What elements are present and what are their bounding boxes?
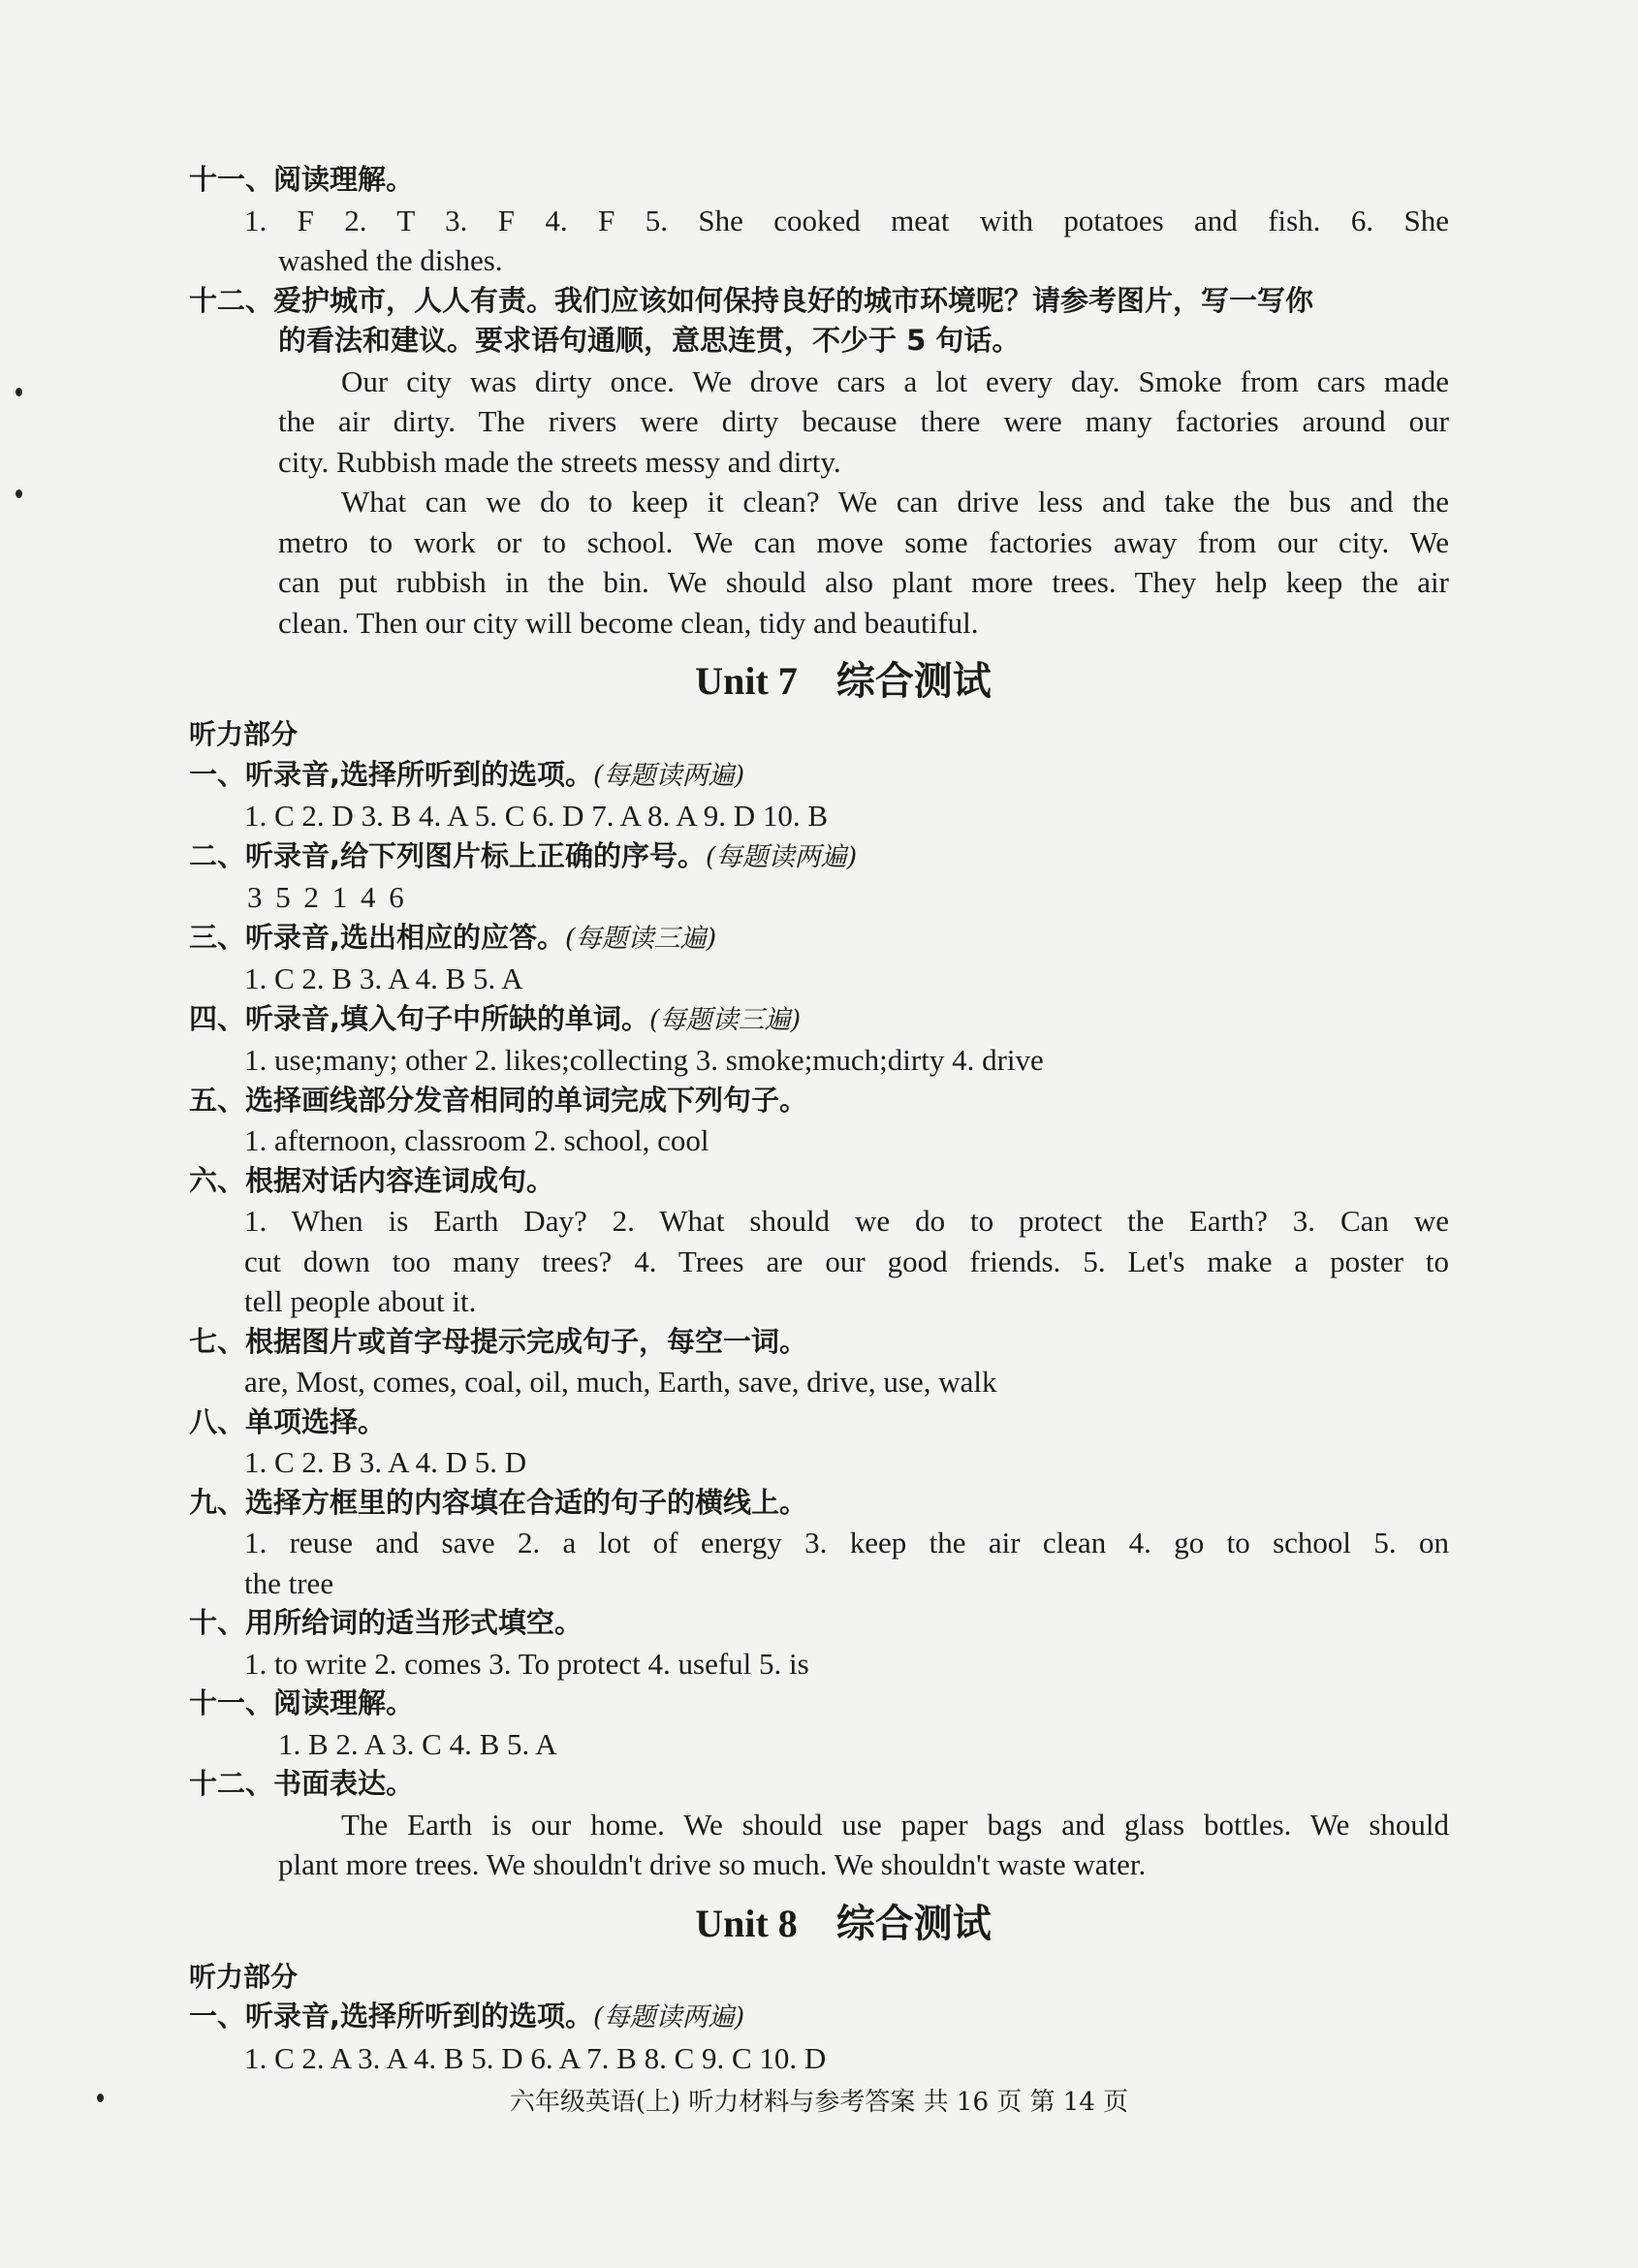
essay-line: the air dirty. The rivers were dirty because there were many factories around our — [278, 404, 1449, 438]
listening-heading: 听力部分 — [189, 1960, 299, 1993]
answer-line: washed the dishes. — [278, 243, 503, 277]
page-content — [189, 160, 1449, 2078]
section-title: 三、听录音,选出相应的应答。(每题读三遍) — [189, 920, 717, 954]
section-title: 一、听录音,选择所听到的选项。(每题读两遍) — [189, 757, 745, 791]
answer-line: 1. C 2. D 3. B 4. A 5. C 6. D 7. A 8. A 9. D 10. B — [244, 799, 829, 833]
section-title: 十一、阅读理解。 — [189, 1686, 415, 1719]
answer-line: tell people about it. — [244, 1284, 477, 1318]
answer-line: 1. When is Earth Day? 2. What should we do to protect the Earth? 3. Can we — [244, 1204, 1449, 1238]
essay-line: plant more trees. We shouldn't drive so much. We shouldn't waste water. — [278, 1847, 1147, 1881]
section-note: (每题读两遍) — [593, 2002, 745, 2032]
section-note: (每题读三遍) — [649, 1004, 802, 1035]
listening-heading: 听力部分 — [189, 718, 299, 750]
section-title: 一、听录音,选择所听到的选项。(每题读两遍) — [189, 2000, 745, 2032]
unit-title-cn: 综合测试 — [835, 659, 992, 704]
section-title: 七、根据图片或首字母提示完成句子，每空一词。 — [189, 1324, 808, 1358]
section-note: (每题读三遍) — [565, 923, 717, 954]
answer-line: the tree — [244, 1565, 334, 1600]
unit-title-cn: 综合测试 — [835, 1901, 992, 1946]
essay-line: clean. Then our city will become clean, tidy and beautiful. — [278, 605, 979, 640]
section-title: 十二、书面表达。 — [189, 1767, 415, 1800]
unit-title — [189, 652, 1449, 710]
essay-line: What can we do to keep it clean? We can drive less and take the bus and the — [341, 485, 1449, 519]
answer-line: 1. afternoon, classroom 2. school, cool — [244, 1123, 709, 1157]
essay-line: city. Rubbish made the streets messy and dirty. — [278, 444, 841, 479]
essay-paragraph-2 — [189, 482, 1449, 643]
essay-paragraph-1 — [189, 362, 1449, 483]
scan-speck — [16, 388, 22, 396]
section-title-continued: 的看法和建议。要求语句通顺，意思连贯，不少于 5 句话。 — [278, 324, 1021, 357]
section-title: 十一、阅读理解。 — [189, 163, 415, 196]
essay-line: The Earth is our home. We should use paper bags and glass bottles. We should — [341, 1807, 1449, 1842]
section-title: 九、选择方框里的内容填在合适的句子的横线上。 — [189, 1485, 808, 1519]
unit-title-en: Unit 7 — [695, 659, 798, 703]
section-title: 六、根据对话内容连词成句。 — [189, 1163, 555, 1197]
section-title: 十、用所给词的适当形式填空。 — [189, 1606, 583, 1639]
unit-title-en: Unit 8 — [695, 1901, 798, 1945]
answer-line: cut down too many trees? 4. Trees are our good friends. 5. Let's make a poster to — [244, 1244, 1449, 1278]
unit-title — [189, 1895, 1449, 1953]
section-title: 二、听录音,给下列图片标上正确的序号。(每题读两遍) — [189, 838, 858, 872]
essay-line: metro to work or to school. We can move some factories away from our city. We — [278, 524, 1449, 559]
section-note: (每题读两遍) — [593, 760, 745, 791]
answer-line: 1. C 2. B 3. A 4. B 5. A — [244, 961, 523, 995]
section-note: (每题读两遍) — [706, 841, 858, 872]
scan-speck — [97, 2094, 104, 2102]
section-title: 八、单项选择。 — [189, 1404, 387, 1438]
section-title: 五、选择画线部分发音相同的单词完成下列句子。 — [189, 1083, 808, 1117]
answer-line: 1. to write 2. comes 3. To protect 4. useful 5. is — [244, 1646, 809, 1681]
essay-line: can put rubbish in the bin. We should also plant more trees. They help keep the air — [278, 565, 1449, 599]
scan-speck — [16, 489, 22, 498]
answer-line: 1. reuse and save 2. a lot of energy 3. keep the air clean 4. go to school 5. on — [244, 1526, 1449, 1559]
section-title: 四、听录音,填入句子中所缺的单词。(每题读三遍) — [189, 1001, 802, 1035]
answer-line: are, Most, comes, coal, oil, much, Earth, save, drive, use, walk — [244, 1365, 997, 1399]
essay-line: Our city was dirty once. We drove cars a lot every day. Smoke from cars made — [341, 363, 1449, 398]
answer-line: 1. use;many; other 2. likes;collecting 3. smoke;much;dirty 4. drive — [244, 1043, 1044, 1077]
answer-line: 3 5 2 1 4 6 — [247, 880, 404, 914]
answer-line: 1. C 2. B 3. A 4. D 5. D — [244, 1445, 527, 1479]
page-footer: 六年级英语(上) 听力材料与参考答案 共 16 页 第 14 页 — [509, 2088, 1129, 2117]
answer-line: 1. F 2. T 3. F 4. F 5. She cooked meat with potatoes and fish. 6. She — [244, 203, 1449, 237]
answer-line: 1. C 2. A 3. A 4. B 5. D 6. A 7. B 8. C 9. C 10. D — [244, 2040, 827, 2075]
section-title: 十二、爱护城市，人人有责。我们应该如何保持良好的城市环境呢？请参考图片，写一写你 — [189, 283, 1314, 317]
answer-line: 1. B 2. A 3. C 4. B 5. A — [278, 1726, 557, 1761]
